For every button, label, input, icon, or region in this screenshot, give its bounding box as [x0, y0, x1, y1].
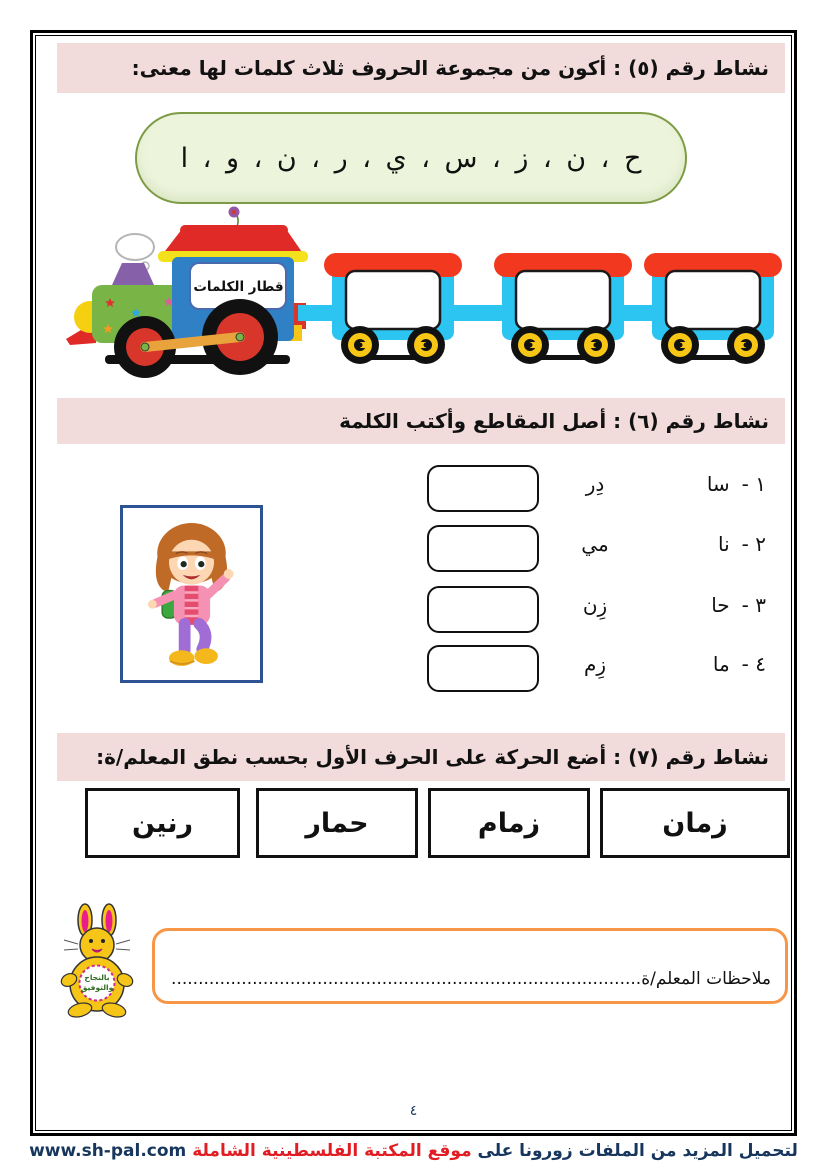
activity7-header	[57, 733, 785, 781]
word-box	[600, 788, 790, 858]
row-number: ٤ -	[741, 652, 766, 676]
activity6-title: نشاط رقم (٦) : أصل المقاطع وأكتب الكلمة	[339, 409, 769, 433]
train-graphic	[50, 205, 790, 380]
car-word-panel	[346, 271, 440, 329]
row-match-syllable: زِم	[583, 652, 607, 676]
activity6-header	[57, 398, 785, 444]
word-text: حمار	[305, 807, 369, 839]
activity5-header	[57, 43, 785, 93]
row-number: ١ -	[741, 472, 766, 496]
coupler	[298, 305, 332, 321]
footer	[0, 1141, 827, 1161]
footer-prefix: لتحميل المزيد من الملفات زورونا على	[477, 1141, 798, 1161]
row-number: ٣ -	[741, 593, 766, 617]
bunny-graphic	[52, 900, 144, 1018]
word-box	[256, 788, 418, 858]
girl-graphic	[123, 508, 260, 680]
answer-box	[427, 525, 539, 572]
row-syllable: ما	[712, 652, 730, 676]
row-syllable: سا	[706, 472, 730, 496]
row-number: ٢ -	[741, 532, 766, 556]
bunny-text-line2: والتوفيق	[80, 983, 114, 992]
car-word-panel	[516, 271, 610, 329]
exercise-row	[420, 525, 772, 575]
row-match-syllable: مي	[581, 532, 609, 556]
letters-text: ح ، ن ، ز ، س ، ي ، ر ، ن ، و ، ا	[180, 142, 642, 174]
activity5-title: نشاط رقم (٥) : أكون من مجموعة الحروف ثلاث كلمات لها معنى:	[131, 56, 769, 80]
girl-illustration	[120, 505, 263, 683]
word-text: زمام	[477, 807, 541, 839]
row-syllable: حا	[711, 593, 730, 617]
answer-box	[427, 645, 539, 692]
teacher-notes-box	[152, 928, 788, 1004]
row-syllable: نا	[718, 532, 730, 556]
footer-site-name: موقع المكتبة الفلسطينية الشاملة	[192, 1141, 472, 1161]
letters-oval	[135, 112, 687, 204]
page-number: ٤	[409, 1103, 418, 1119]
notes-label: ملاحظات المعلم/ة	[641, 969, 771, 989]
word-text: زمان	[662, 807, 728, 839]
exercise-row	[420, 465, 772, 515]
exercise-row	[420, 586, 772, 636]
train-car-1	[324, 253, 462, 364]
answer-box	[427, 586, 539, 633]
word-box	[428, 788, 590, 858]
train-label: قطار الكلمات	[193, 278, 284, 295]
word-train-illustration	[50, 205, 790, 380]
bunny-mascot	[52, 900, 144, 1018]
footer-url[interactable]: www.sh-pal.com	[29, 1141, 187, 1161]
answer-box	[427, 465, 539, 512]
car-word-panel	[666, 271, 760, 329]
train-car-2	[494, 253, 632, 364]
activity7-title: نشاط رقم (٧) : أضع الحركة على الحرف الأول بحسب نطق المعلم/ة:	[96, 745, 769, 769]
notes-dotted-line: .......................................................................................	[171, 969, 642, 989]
bunny-text-line1: بالنجاح	[84, 973, 110, 982]
word-box	[85, 788, 240, 858]
smoke-puff-icon	[116, 234, 154, 260]
word-text: رنين	[132, 807, 194, 839]
coupler	[624, 305, 652, 321]
row-match-syllable: زِن	[582, 593, 608, 617]
coupler	[454, 305, 502, 321]
train-car-3	[644, 253, 782, 364]
row-match-syllable: دِر	[585, 472, 605, 496]
exercise-row	[420, 645, 772, 695]
